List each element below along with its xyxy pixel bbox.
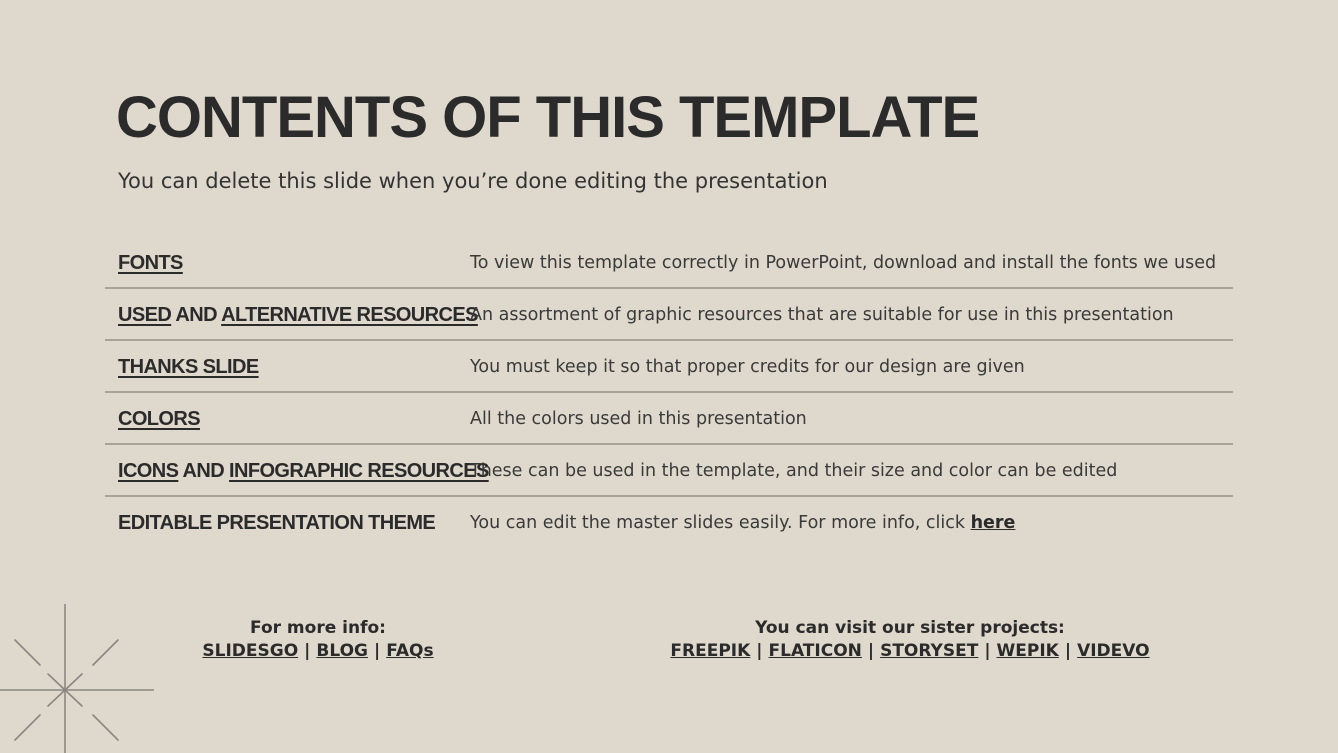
label-connector: AND [178,460,230,482]
row-label [118,302,478,328]
thanks-slide-link[interactable]: THANKS SLIDE [118,356,259,378]
wepik-link[interactable]: WEPIK [996,641,1059,661]
table-row-icons [105,445,1233,497]
footer-links [168,640,468,663]
link-separator: | [867,641,875,661]
table-row-theme [105,497,1233,549]
row-label [118,406,200,432]
page-subtitle: You can delete this slide when you’re done editing the presentation [118,169,828,193]
videvo-link[interactable]: VIDEVO [1077,641,1150,661]
icons-link[interactable]: ICONS [118,460,179,482]
link-separator: | [373,641,381,661]
row-description: These can be used in the template, and their size and color can be edited [470,461,1118,481]
slidesgo-link[interactable]: SLIDESGO [202,641,299,661]
table-row-resources [105,289,1233,341]
used-resources-link[interactable]: USED [118,304,172,326]
table-row-fonts [105,237,1233,289]
contents-table [105,237,1233,549]
link-separator: | [304,641,311,661]
footer-more-info [168,617,468,663]
flaticon-link[interactable]: FLATICON [768,641,862,661]
theme-description: You can edit the master slides easily. For more info, click [470,513,971,533]
label-connector: AND [171,304,222,326]
row-description: To view this template correctly in PowerPoint, download and install the fonts we used [470,253,1217,273]
row-description: All the colors used in this presentation [470,409,807,429]
row-description: You must keep it so that proper credits for our design are given [470,357,1025,377]
row-label [118,250,183,276]
table-row-colors [105,393,1233,445]
table-row-thanks [105,341,1233,393]
link-separator: | [756,641,763,661]
footer-links [640,640,1180,663]
row-label [118,354,259,380]
faqs-link[interactable]: FAQs [386,641,434,661]
alternative-resources-link[interactable]: ALTERNATIVE RESOURCES [221,304,478,326]
freepik-link[interactable]: FREEPIK [670,641,751,661]
blog-link[interactable]: BLOG [316,641,368,661]
link-separator: | [1064,641,1072,661]
footer-heading: You can visit our sister projects: [755,618,1065,638]
footer-sister-projects [640,617,1180,663]
fonts-link[interactable]: FONTS [118,252,183,274]
row-label [118,458,489,484]
row-label [118,510,435,536]
storyset-link[interactable]: STORYSET [880,641,979,661]
here-link[interactable]: here [970,513,1016,533]
infographic-resources-link[interactable]: INFOGRAPHIC RESOURCES [229,460,489,482]
link-separator: | [984,641,991,661]
page-title: CONTENTS OF THIS TEMPLATE [116,85,980,150]
footer-heading: For more info: [250,618,386,638]
colors-link[interactable]: COLORS [118,408,200,430]
row-description [470,510,1015,536]
starburst-icon [0,604,154,753]
theme-label: EDITABLE PRESENTATION THEME [118,512,436,534]
row-description: An assortment of graphic resources that are suitable for use in this presentation [470,305,1174,325]
